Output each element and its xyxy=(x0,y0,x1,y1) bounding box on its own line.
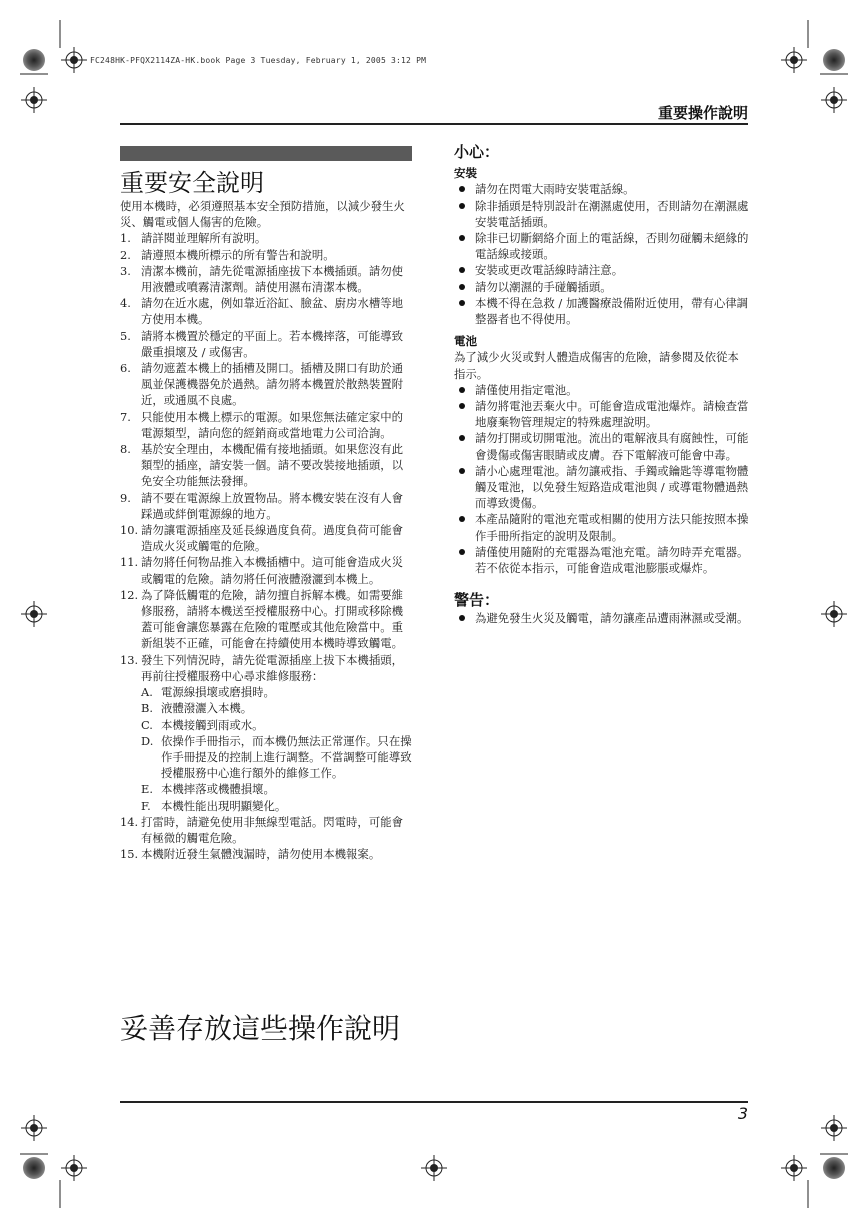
safety-list xyxy=(120,230,412,684)
bullet-item: 請僅使用指定電池。 xyxy=(454,382,750,398)
list-item-text: 請勿遮蓋本機上的插槽及開口。插槽及開口有助於通風並保護機器免於過熱。請勿將本機置於散熱裝置附近，或通風不良處。 xyxy=(141,361,403,408)
list-item-number: C. xyxy=(141,717,153,732)
left-column xyxy=(120,198,412,862)
list-item-number: E. xyxy=(141,782,153,797)
list-item-number: 5. xyxy=(120,328,131,343)
list-item-text: 本機接觸到雨或水。 xyxy=(161,717,264,732)
list-item-number: 9. xyxy=(120,490,131,505)
list-item-number: 7. xyxy=(120,409,131,424)
list-item-text: 本機附近發生氣體洩漏時，請勿使用本機報案。 xyxy=(141,847,381,862)
star-target-icon xyxy=(23,49,45,71)
list-item-number: A. xyxy=(141,685,153,700)
list-item-text: 本機摔落或機體損壞。 xyxy=(161,782,275,797)
list-item-text: 請不要在電源線上放置物品。將本機安裝在沒有人會踩過或絆倒電源線的地方。 xyxy=(141,490,403,521)
list-item-text: 只能使用本機上標示的電源。如果您無法確定家中的電源類型，請向您的經銷商或當地電力公司洽詢。 xyxy=(141,409,403,440)
list-item-text: 液體潑灑入本機。 xyxy=(161,701,253,716)
list-item xyxy=(120,652,412,684)
bullet-item: 請小心處理電池。請勿讓戒指、手鐲或鑰匙等導電物體觸及電池，以免發生短路造成電池與 / 或導電物體過熱而導致燙傷。 xyxy=(454,463,750,512)
list-item-number: 12. xyxy=(120,587,139,602)
list-item xyxy=(120,360,412,409)
list-item-number: 10. xyxy=(120,523,139,538)
list-item xyxy=(141,700,412,716)
list-item-number: 1. xyxy=(120,231,131,246)
bullet-item: 本機不得在急救 / 加護醫療設備附近使用，帶有心律調整器者也不得使用。 xyxy=(454,295,750,327)
list-item xyxy=(120,409,412,441)
page-number: 3 xyxy=(737,1104,748,1123)
list-item xyxy=(120,230,412,246)
list-item-text: 請詳閱並理解所有說明。 xyxy=(141,231,267,246)
bottom-rule xyxy=(120,1101,748,1103)
bullet-item: 安裝或更改電話線時請注意。 xyxy=(454,262,750,278)
bullet-item: 請勿以潮濕的手碰觸插頭。 xyxy=(454,279,750,295)
list-item xyxy=(120,814,412,846)
list-item-text: 為了降低觸電的危險，請勿擅自拆解本機。如需要維修服務，請將本機送至授權服務中心。打開或移除機蓋可能會讓您暴露在危險的電壓或其他危險當中。重新組裝不正確，可能會在持續使用本機時導致觸電。 xyxy=(141,587,403,651)
list-item-text: 本機性能出現明顯變化。 xyxy=(161,798,287,813)
list-item xyxy=(141,781,412,797)
list-item-number: B. xyxy=(141,701,153,716)
list-item-text: 請遵照本機所標示的所有警告和說明。 xyxy=(141,247,335,262)
list-item xyxy=(120,295,412,327)
battery-intro: 為了減少火災或對人體造成傷害的危險，請參閱及依從本指示。 xyxy=(454,350,739,381)
section-title: 重要操作說明 xyxy=(657,104,748,122)
list-item xyxy=(120,554,412,586)
list-item-text: 請勿讓電源插座及延長線過度負荷。過度負荷可能會造成火災或觸電的危險。 xyxy=(141,523,403,554)
warning-list xyxy=(454,610,750,626)
list-item-text: 電源線損壞或磨損時。 xyxy=(161,685,275,700)
list-item-number: 13. xyxy=(120,652,139,667)
safety-sublist xyxy=(141,684,412,814)
list-item-text: 請勿在近水處，例如靠近浴缸、臉盆、廚房水槽等地方使用本機。 xyxy=(141,296,403,327)
list-item-number: D. xyxy=(141,733,154,748)
safety-intro: 使用本機時，必須遵照基本安全預防措施，以減少發生火災、觸電或個人傷害的危險。 xyxy=(120,199,405,230)
list-item-text: 請勿將任何物品推入本機插槽中。這可能會造成火災或觸電的危險。請勿將任何液體潑灑到本機上。 xyxy=(141,555,403,586)
list-item-number: 14. xyxy=(120,814,139,829)
list-item xyxy=(120,328,412,360)
battery-title: 電池 xyxy=(454,334,477,349)
list-item-text: 清潔本機前，請先從電源插座拔下本機插頭。請勿使用液體或噴霧清潔劑。請使用濕布清潔本機。 xyxy=(141,263,403,295)
bullet-item: 為避免發生火災及觸電，請勿讓產品遭雨淋濕或受潮。 xyxy=(454,610,750,626)
list-item-text: 基於安全理由，本機配備有接地插頭。如果您沒有此類型的插座，請安裝一個。請不要改裝接地插頭，以免安全功能無法發揮。 xyxy=(141,442,403,489)
list-item-text: 打雷時，請避免使用非無線型電話。閃電時，可能會有極微的觸電危險。 xyxy=(141,814,403,845)
list-item xyxy=(141,717,412,733)
print-header: FC248HK-PFQX2114ZA-HK.book Page 3 Tuesday, February 1, 2005 3:12 PM xyxy=(90,56,427,65)
bullet-item: 請勿將電池丟棄火中。可能會造成電池爆炸。請檢查當地廢棄物管理規定的特殊處理說明。 xyxy=(454,398,750,430)
heading-keep-instructions: 妥善存放這些操作說明 xyxy=(120,1012,401,1045)
bullet-item: 除非插頭是特別設計在潮濕處使用，否則請勿在潮濕處安裝電話插頭。 xyxy=(454,198,750,230)
list-item-text: 發生下列情況時，請先從電源插座上拔下本機插頭，再前往授權服務中心尋求維修服務： xyxy=(141,652,403,683)
list-item xyxy=(141,733,412,782)
list-item-number: 2. xyxy=(120,247,131,262)
list-item-number: 3. xyxy=(120,263,131,278)
heading-safety: 重要安全說明 xyxy=(120,169,264,197)
list-item xyxy=(141,684,412,700)
list-item-text: 請將本機置於穩定的平面上。若本機摔落，可能導致嚴重損壞及 / 或傷害。 xyxy=(141,328,403,359)
safety-list-cont xyxy=(120,814,412,863)
list-item-number: 8. xyxy=(120,442,131,457)
install-list xyxy=(454,181,750,327)
right-column xyxy=(454,144,750,627)
battery-list xyxy=(454,382,750,576)
list-item xyxy=(120,441,412,490)
bullet-item: 請勿打開或切開電池。流出的電解液具有腐蝕性，可能會燙傷或傷害眼睛或皮膚。吞下電解液可能會中毒。 xyxy=(454,430,750,462)
list-item xyxy=(120,263,412,295)
list-item-number: 6. xyxy=(120,361,131,376)
top-rule xyxy=(120,123,748,125)
bullet-item: 除非已切斷網絡介面上的電話線，否則勿碰觸未絕緣的電話線或接頭。 xyxy=(454,230,750,262)
caution-title: 小心： xyxy=(454,143,500,161)
warning-title: 警告： xyxy=(454,591,500,610)
bullet-item: 請僅使用隨附的充電器為電池充電。請勿時弄充電器。若不依從本指示，可能會造成電池膨脹或爆炸。 xyxy=(454,544,750,576)
list-item-number: 11. xyxy=(120,555,139,570)
list-item-text: 依操作手冊指示，而本機仍無法正常運作。只在操作手冊提及的控制上進行調整。不當調整可能導致授權服務中心進行額外的維修工作。 xyxy=(161,733,412,781)
list-item xyxy=(120,522,412,554)
bullet-item: 本產品隨附的電池充電或相關的使用方法只能按照本操作手冊所指定的說明及限制。 xyxy=(454,511,750,543)
list-item-number: 4. xyxy=(120,296,131,311)
list-item xyxy=(120,846,412,862)
list-item xyxy=(141,798,412,814)
list-item xyxy=(120,490,412,522)
list-item-number: F. xyxy=(141,798,151,813)
list-item xyxy=(120,247,412,263)
bullet-item: 請勿在閃電大雨時安裝電話線。 xyxy=(454,181,750,197)
install-title: 安裝 xyxy=(454,166,477,181)
list-item xyxy=(120,587,412,652)
list-item-number: 15. xyxy=(120,847,139,862)
section-bar xyxy=(120,146,412,161)
